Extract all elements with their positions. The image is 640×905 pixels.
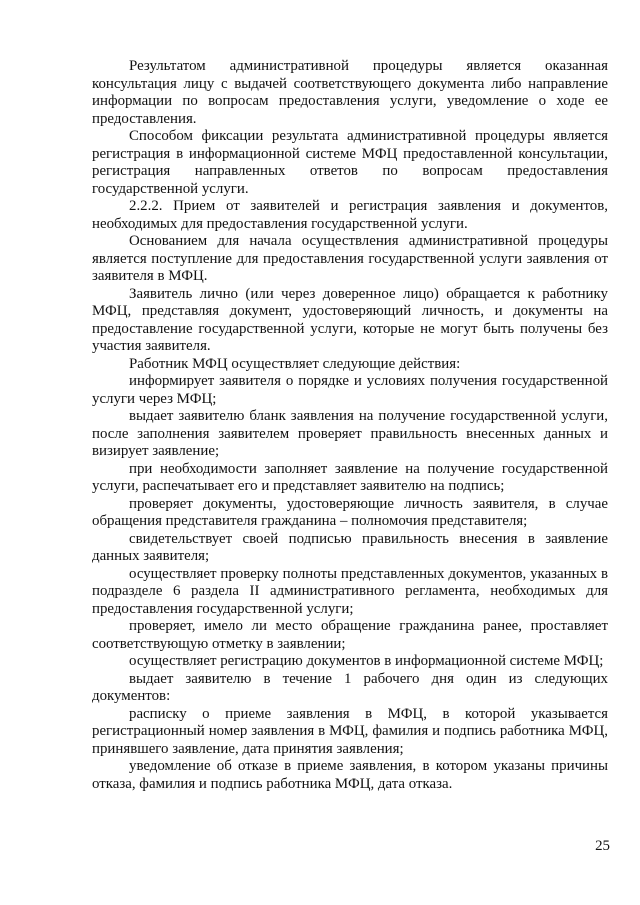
paragraph: при необходимости заполняет заявление на получение государственной услуги, распечатывает его и представляет заявителю на подпись; — [92, 460, 608, 494]
paragraph: выдает заявителю в течение 1 рабочего дня один из следующих документов: — [92, 670, 608, 704]
paragraph: осуществляет регистрацию документов в информационной системе МФЦ; — [129, 653, 604, 669]
paragraph: Основанием для начала осуществления административной процедуры является поступление для предоставления государственной услуги заявления от заявителя в МФЦ. — [92, 233, 608, 284]
page-number: 25 — [595, 838, 610, 854]
paragraph: свидетельствует своей подписью правильность внесения в заявление данных заявителя; — [92, 530, 608, 564]
paragraph: информирует заявителя о порядке и условиях получения государственной услуги через МФЦ; — [92, 373, 608, 407]
paragraph: осуществляет проверку полноты представленных документов, указанных в подразделе 6 раздела II административного регламента, необходимых для предоставления государственной услуги; — [92, 565, 608, 617]
paragraph: Результатом административной процедуры является оказанная консультация лицу с выдачей соответствующего документа либо направление информации по вопросам предоставления услуги, уведомление о ходе ее предоставления. — [92, 58, 608, 127]
paragraph: уведомление об отказе в приеме заявления, в котором указаны причины отказа, фамилия и подпись работника МФЦ, дата отказа. — [92, 758, 608, 792]
paragraph: Заявитель лично (или через доверенное лицо) обращается к работнику МФЦ, представляя документ, удостоверяющий личность, и документы на предоставление государственной услуги, которые не могут быть получены без участия заявителя. — [92, 285, 608, 354]
paragraph: выдает заявителю бланк заявления на получение государственной услуги, после заполнения заявителем проверяет правильность внесенных данных и визирует заявление; — [92, 408, 608, 459]
page-body — [92, 58, 608, 793]
paragraph: Работник МФЦ осуществляет следующие действия: — [129, 355, 461, 372]
paragraph: проверяет, имело ли место обращение гражданина ранее, проставляет соответствующую отметку в заявлении; — [92, 618, 608, 652]
paragraph: расписку о приеме заявления в МФЦ, в которой указывается регистрационный номер заявления в МФЦ, фамилия и подпись работника МФЦ, принявшего заявление, дата принятия заявления; — [92, 705, 608, 757]
paragraph: Способом фиксации результата административной процедуры является регистрация в информационной системе МФЦ предоставленной консультации, регистрация направленных ответов по вопросам предоставления государственной услуги. — [92, 128, 608, 197]
paragraph: проверяет документы, удостоверяющие личность заявителя, в случае обращения представителя гражданина – полномочия представителя; — [92, 495, 608, 529]
paragraph: 2.2.2. Прием от заявителей и регистрация заявления и документов, необходимых для предоставления государственной услуги. — [92, 198, 608, 232]
